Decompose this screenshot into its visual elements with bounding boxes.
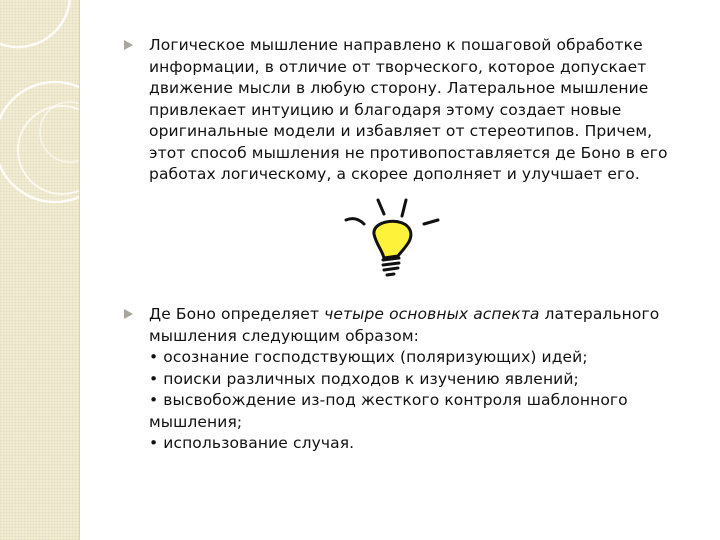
text-line: этот способ мышления не противопоставляется де Боно в его	[149, 143, 668, 162]
list-item: • высвобождение из-под жесткого контроля шаблонного	[149, 391, 628, 409]
text-line: Логическое мышление направлено к пошаговой обработке	[149, 36, 643, 54]
text-line: привлекает интуицию и благодаря этому создает новые	[149, 100, 622, 119]
decorative-side-panel	[0, 0, 80, 540]
text-line: работах логическому, а скорее дополняет и улучшает его.	[149, 165, 640, 183]
list-item: • осознание господствующих (поляризующих) идей;	[149, 348, 588, 366]
lightbulb-icon	[344, 196, 444, 290]
paragraph-de-bono-aspects	[149, 304, 694, 455]
emphasis-text: четыре основных аспекта	[324, 305, 540, 323]
paragraph-logical-thinking	[149, 35, 694, 186]
text-line	[149, 304, 694, 326]
text-line: мышления следующим образом:	[149, 326, 419, 345]
text-line: движение мысли в любую сторону. Латеральное мышление	[149, 79, 649, 97]
intro-text: Де Боно определяет	[149, 305, 325, 323]
list-item: мышления;	[149, 412, 243, 431]
bullet-marker	[124, 309, 133, 319]
bullet-marker	[124, 40, 133, 50]
intro-text-end: латерального	[539, 305, 660, 323]
list-item: • поиски различных подходов к изучению явлений;	[149, 369, 579, 388]
decorative-circles	[0, 0, 79, 540]
list-item: • использование случая.	[149, 434, 355, 452]
text-line: информации, в отличие от творческого, которое допускает	[149, 57, 647, 76]
text-line: оригинальные модели и избавляет от стереотипов. Причем,	[149, 122, 653, 140]
